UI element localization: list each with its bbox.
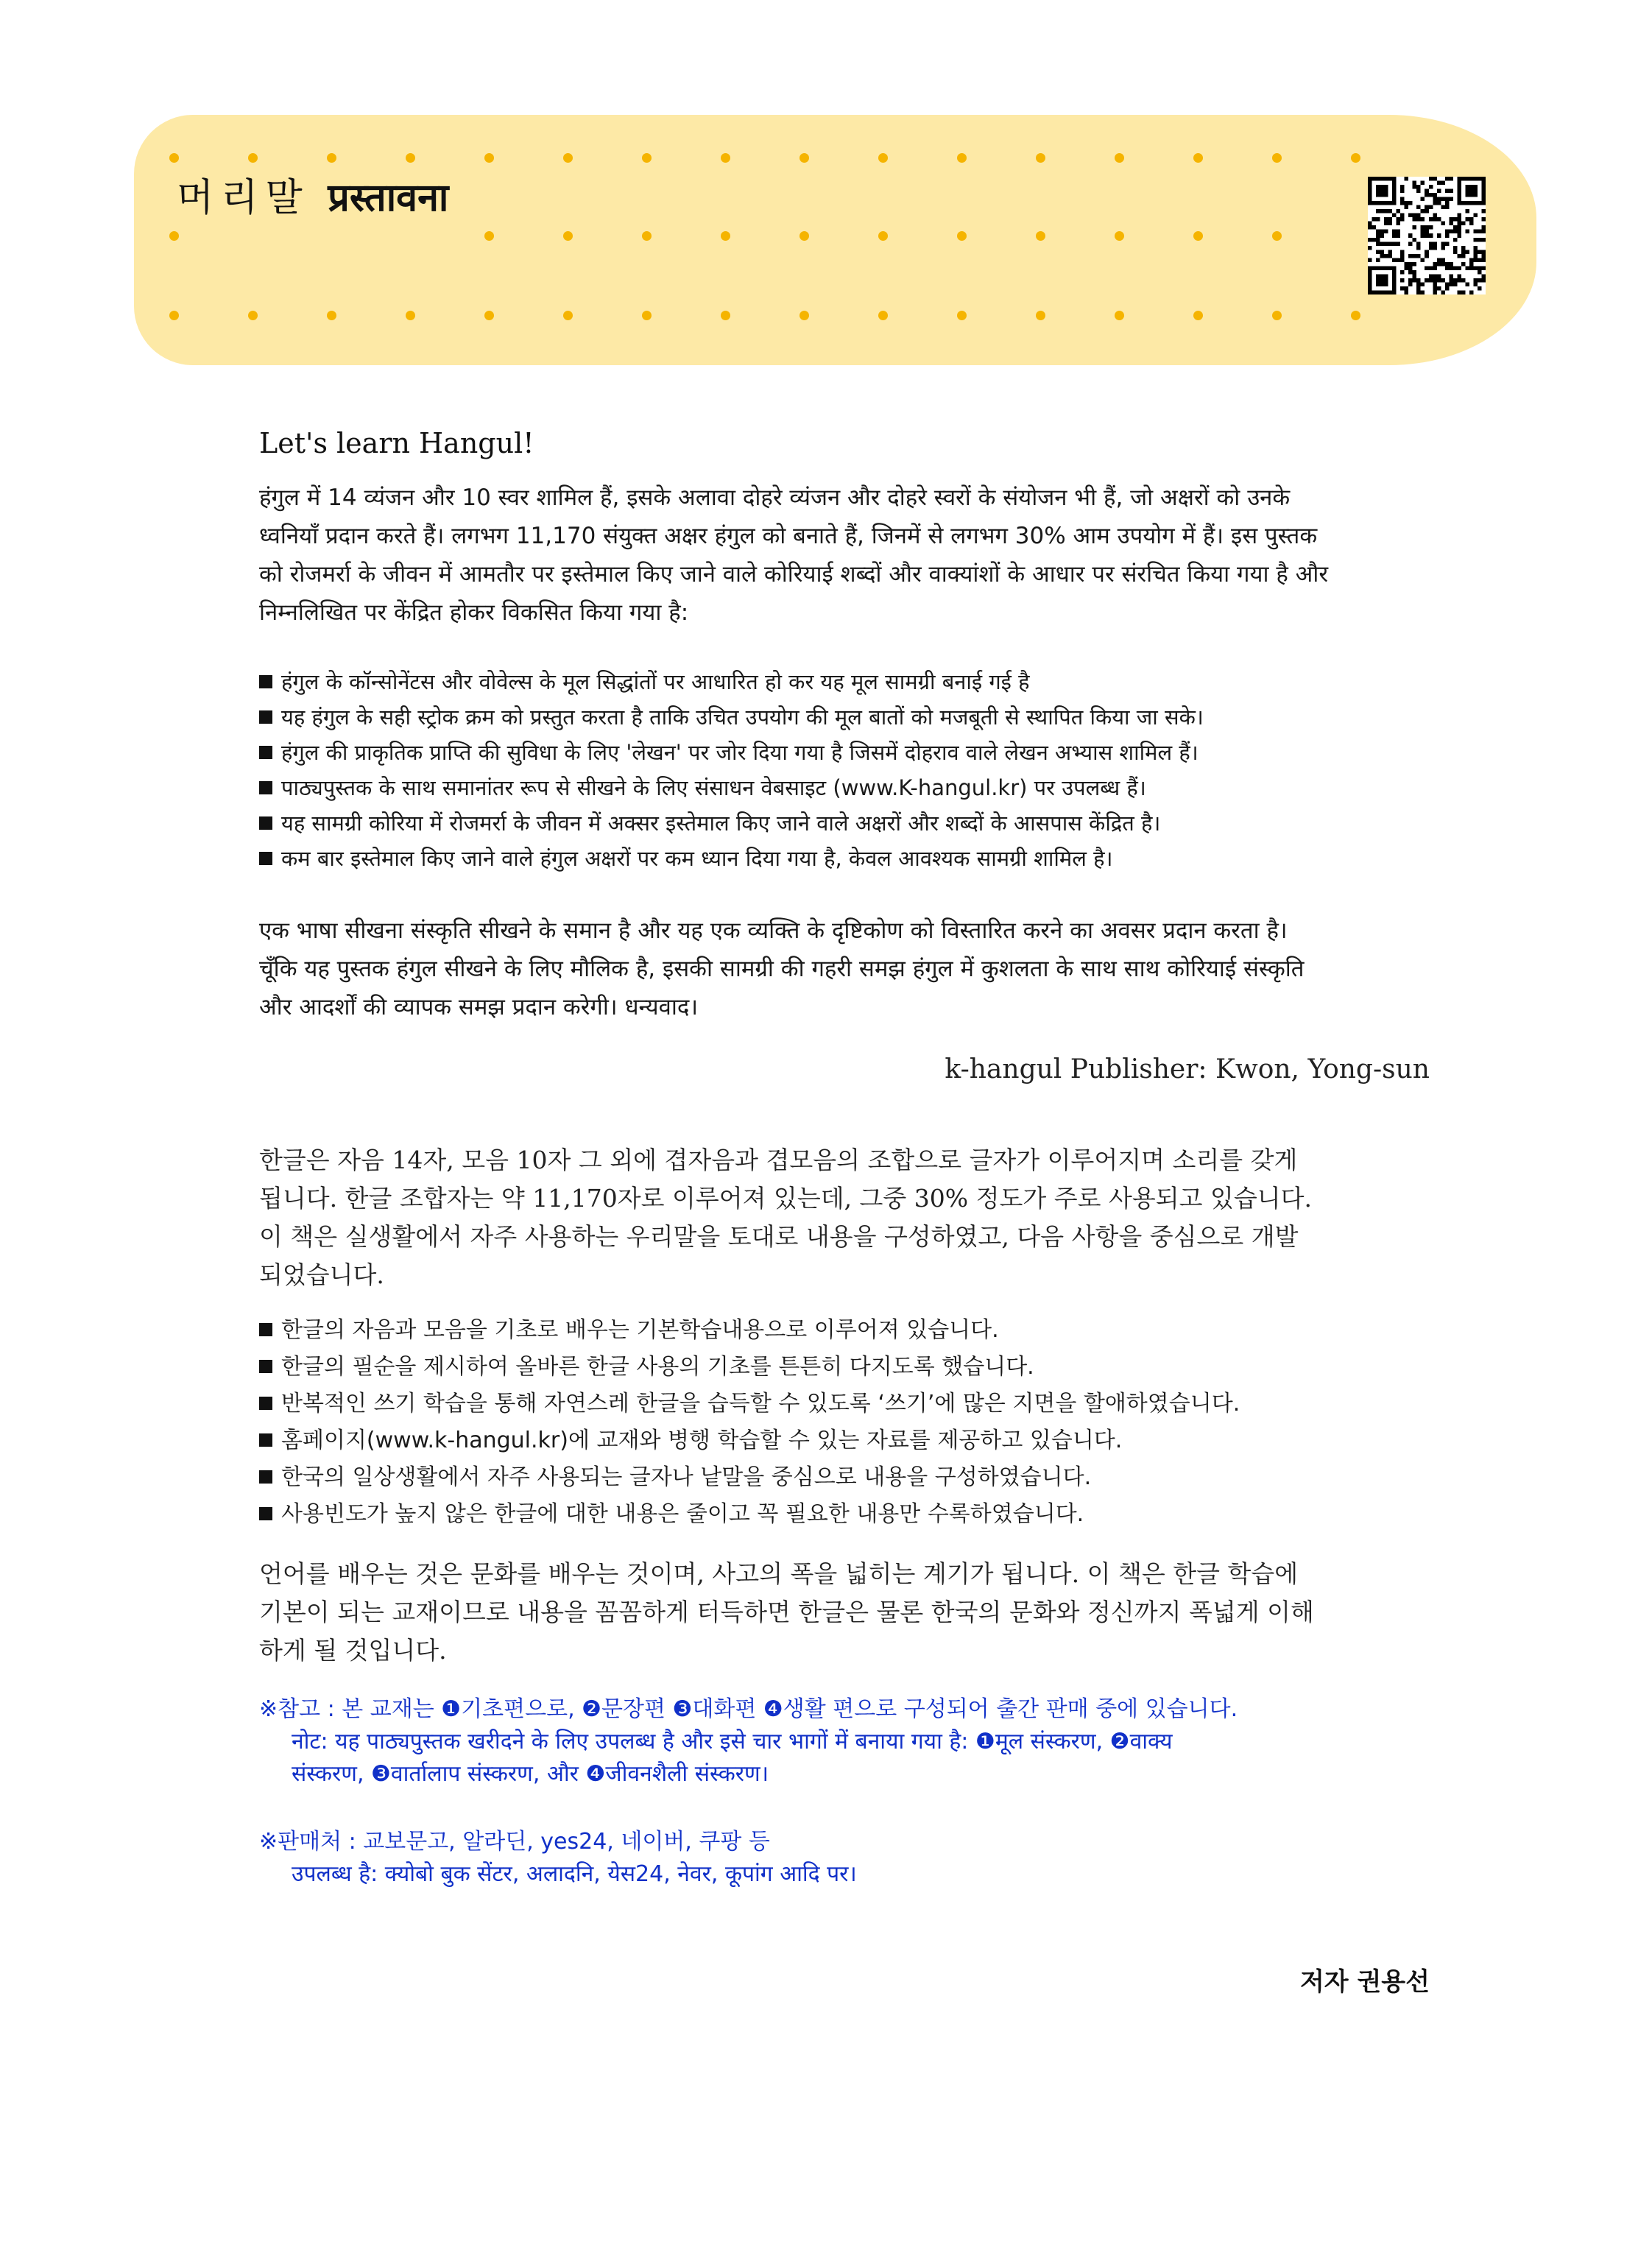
list-item: हंगुल की प्राकृतिक प्राप्ति की सुविधा के लिए 'लेखन' पर जोर दिया गया है जिसमें दोहराव वाले लेखन अभ्यास शामिल हैं। — [259, 735, 1437, 770]
text-line: चूँकि यह पुस्तक हंगुल सीखने के लिए मौलिक है, इसकी सामग्री की गहरी समझ हंगुल में कुशलता के साथ साथ कोरियाई संस्कृति — [259, 956, 1305, 982]
dot — [1351, 153, 1360, 163]
dot — [563, 311, 573, 320]
text-line: 하게 될 것입니다. — [259, 1636, 447, 1665]
dot — [327, 311, 336, 320]
dot — [1193, 153, 1203, 163]
dot — [563, 153, 573, 163]
dot — [1115, 311, 1124, 320]
dot — [799, 231, 809, 241]
text-line: 됩니다. 한글 조합자는 약 11,170자로 이루어져 있는데, 그중 30% 정도가 주로 사용되고 있습니다. — [259, 1184, 1313, 1213]
list-item: 한국의 일상생활에서 자주 사용되는 글자나 낱말을 중심으로 내용을 구성하였습니다. — [259, 1459, 1437, 1496]
dot — [721, 231, 730, 241]
note-retailers-hindi: उपलब्ध है: क्योबो बुक सेंटर, अलादनि, येस24, नेवर, कूपांग आदि पर। — [292, 1861, 857, 1887]
dot — [721, 311, 730, 320]
note-retailers-korean: ※판매처 : 교보문고, 알라딘, yes24, 네이버, 쿠팡 등 — [259, 1829, 770, 1855]
dot — [957, 231, 967, 241]
korean-paragraph-2 — [259, 1555, 1430, 1670]
list-item: 사용빈도가 높지 않은 한글에 대한 내용은 줄이고 꼭 필요한 내용만 수록하였습니다. — [259, 1496, 1437, 1533]
dot — [642, 153, 652, 163]
dot — [1036, 231, 1045, 241]
dot — [878, 231, 888, 241]
dot — [1193, 311, 1203, 320]
korean-bullet-list — [259, 1312, 1437, 1533]
list-item: 한글의 필순을 제시하여 올바른 한글 사용의 기초를 튼튼히 다지도록 했습니다. — [259, 1349, 1437, 1386]
dot — [1115, 231, 1124, 241]
intro-bullet-list — [259, 664, 1437, 876]
dot — [642, 231, 652, 241]
list-item: 홈페이지(www.k-hangul.kr)에 교재와 병행 학습할 수 있는 자료를 제공하고 있습니다. — [259, 1422, 1437, 1459]
list-item: हंगुल के कॉन्सोनेंटस और वोवेल्स के मूल सिद्धांतों पर आधारित हो कर यह मूल सामग्री बनाई गई है — [259, 664, 1437, 699]
dot — [1272, 311, 1282, 320]
title-hindi: प्रस्तावना — [328, 176, 449, 220]
text-line: ध्वनियाँ प्रदान करते हैं। लगभग 11,170 संयुक्त अक्षर हंगुल को बनाते हैं, जिनमें से लगभग 30% आम उपयोग में हैं। इस पुस्तक — [259, 523, 1318, 549]
author-name: 저자 권용선 — [1299, 1967, 1430, 1997]
dot — [721, 153, 730, 163]
list-item: यह हंगुल के सही स्ट्रोक क्रम को प्रस्तुत करता है ताकि उचित उपयोग की मूल बातों को मजबूती से स्थापित किया जा सके। — [259, 699, 1437, 735]
text-line: और आदर्शों की व्यापक समझ प्रदान करेगी। धन्यवाद। — [259, 994, 699, 1020]
note-editions-korean: ※참고 : 본 교재는 ❶기초편으로, ❷문장편 ❸대화편 ❹생활 편으로 구성되어 출간 판매 중에 있습니다. — [259, 1696, 1238, 1722]
dot — [484, 153, 494, 163]
text-line: 기본이 되는 교재이므로 내용을 꼼꼼하게 터득하면 한글은 물론 한국의 문화와 정신까지 폭넓게 이해 — [259, 1598, 1314, 1626]
note-editions — [259, 1693, 1452, 1791]
note-retailers — [259, 1826, 1452, 1891]
page-title — [177, 166, 448, 222]
dot — [248, 153, 258, 163]
text-line: 이 책은 실생활에서 자주 사용하는 우리말을 토대로 내용을 구성하였고, 다음 사항을 중심으로 개발 — [259, 1222, 1299, 1251]
dot — [642, 311, 652, 320]
dot — [563, 231, 573, 241]
intro-paragraph-1 — [259, 479, 1430, 632]
dot — [878, 311, 888, 320]
dot — [799, 311, 809, 320]
text-line: निम्नलिखित पर केंद्रित होकर विकसित किया गया है: — [259, 599, 689, 626]
dot — [169, 153, 179, 163]
text-line: 되었습니다. — [259, 1260, 384, 1289]
publisher-signature: k-hangul Publisher: Kwon, Yong-sun — [945, 1054, 1430, 1084]
list-item: कम बार इस्तेमाल किए जाने वाले हंगुल अक्षरों पर कम ध्यान दिया गया है, केवल आवश्यक सामग्री शामिल है। — [259, 841, 1437, 876]
dot — [799, 153, 809, 163]
dot — [1351, 311, 1360, 320]
qr-code-icon[interactable] — [1368, 177, 1486, 294]
dot — [406, 153, 415, 163]
list-item: 한글의 자음과 모음을 기초로 배우는 기본학습내용으로 이루어져 있습니다. — [259, 1312, 1437, 1349]
dot — [327, 153, 336, 163]
dot — [1036, 311, 1045, 320]
text-line: एक भाषा सीखना संस्कृति सीखने के समान है और यह एक व्यक्ति के दृष्टिकोण को विस्तारित करने का अवसर प्रदान करता है। — [259, 917, 1288, 944]
list-item: पाठ्यपुस्तक के साथ समानांतर रूप से सीखने के लिए संसाधन वेबसाइट (www.K-hangul.kr) पर उपलब्ध हैं। — [259, 770, 1437, 805]
lead-heading: Let's learn Hangul! — [259, 427, 534, 459]
dot — [957, 153, 967, 163]
dot — [1193, 231, 1203, 241]
header-band — [134, 115, 1536, 365]
text-line: हंगुल में 14 व्यंजन और 10 स्वर शामिल हैं, इसके अलावा दोहरे व्यंजन और दोहरे स्वरों के संयोजन भी हैं, जो अक्षरों को उनके — [259, 484, 1291, 511]
dot — [169, 231, 179, 241]
dot — [878, 153, 888, 163]
dot — [484, 231, 494, 241]
list-item: 반복적인 쓰기 학습을 통해 자연스레 한글을 습득할 수 있도록 ‘쓰기’에 많은 지면을 할애하였습니다. — [259, 1386, 1437, 1422]
dot — [169, 311, 179, 320]
dot — [1036, 153, 1045, 163]
title-korean: 머리말 — [177, 176, 310, 220]
note-editions-hindi: संस्करण, ❸वार्तालाप संस्करण, और ❹जीवनशैली संस्करण। — [292, 1761, 769, 1787]
list-item: यह सामग्री कोरिया में रोजमर्रा के जीवन में अक्सर इस्तेमाल किए जाने वाले अक्षरों और शब्दों के आसपास केंद्रित है। — [259, 805, 1437, 841]
dot — [1272, 231, 1282, 241]
korean-paragraph-1 — [259, 1141, 1430, 1294]
dot — [1272, 153, 1282, 163]
dot — [1115, 153, 1124, 163]
text-line: 언어를 배우는 것은 문화를 배우는 것이며, 사고의 폭을 넓히는 계기가 됩니다. 이 책은 한글 학습에 — [259, 1559, 1299, 1588]
dot — [406, 311, 415, 320]
note-editions-hindi: नोट: यह पाठ्यपुस्तक खरीदने के लिए उपलब्ध है और इसे चार भागों में बनाया गया है: ❶मूल संस्करण, ❷वाक्य — [292, 1729, 1173, 1754]
dot — [957, 311, 967, 320]
text-line: 한글은 자음 14자, 모음 10자 그 외에 겹자음과 겹모음의 조합으로 글자가 이루어지며 소리를 갖게 — [259, 1146, 1298, 1174]
dot — [484, 311, 494, 320]
dot — [248, 311, 258, 320]
text-line: को रोजमर्रा के जीवन में आमतौर पर इस्तेमाल किए जाने वाले कोरियाई शब्दों और वाक्यांशों के आधार पर संरचित किया गया है और — [259, 561, 1329, 588]
intro-paragraph-2 — [259, 911, 1430, 1026]
